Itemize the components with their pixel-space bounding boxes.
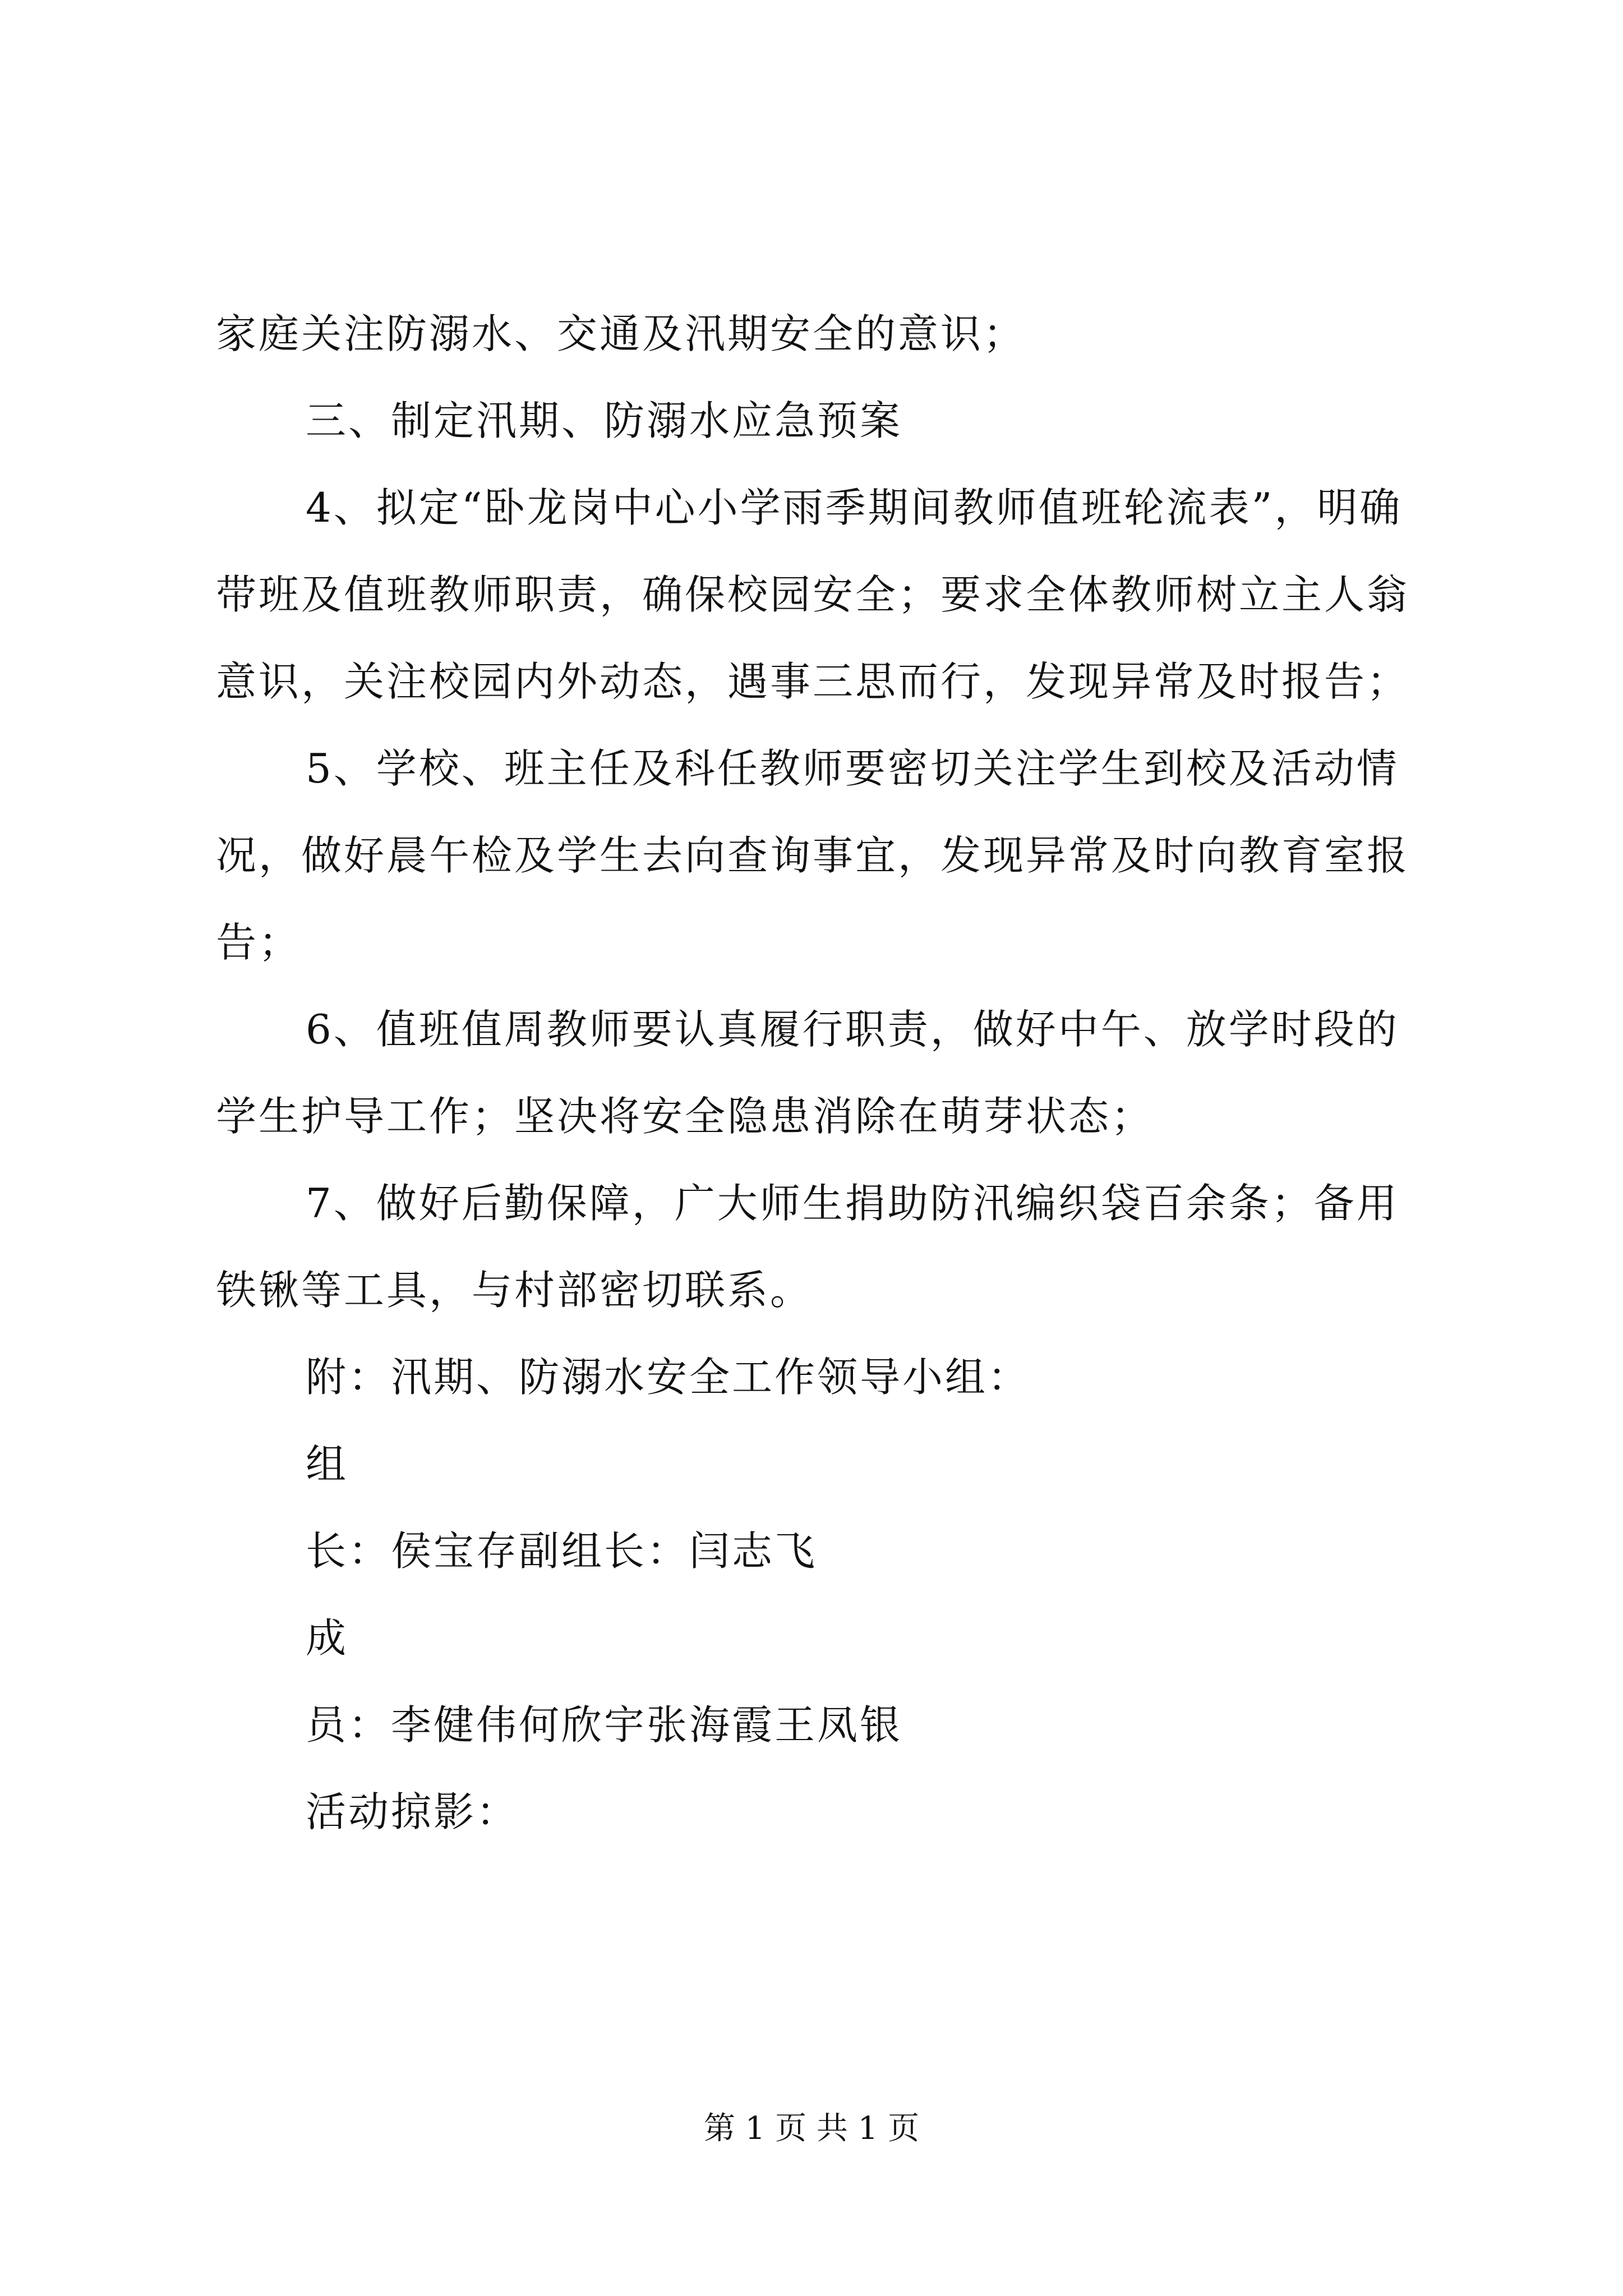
text-line-1: 家庭关注防溺水、交通及汛期安全的意识； — [216, 310, 1026, 357]
text-line-16: 成 — [306, 1614, 349, 1662]
text-line-7: 况，做好晨午检及学生去向查询事宜，发现异常及时向教育室报 — [216, 832, 1410, 879]
text-line-11: 7、做好后勤保障，广大师生捐助防汛编织袋百余条；备用 — [306, 1180, 1399, 1227]
text-line-8: 告； — [216, 919, 302, 966]
page-footer: 第 1 页 共 1 页 — [703, 2110, 920, 2147]
text-line-15: 长：侯宝存副组长：闫志飞 — [306, 1527, 818, 1575]
text-line-17: 员：李健伟何欣宇张海霞王凤银 — [306, 1701, 903, 1749]
text-line-4: 带班及值班教师职责，确保校园安全；要求全体教师树立主人翁 — [216, 571, 1410, 618]
text-line-3: 4、拟定“卧龙岗中心小学雨季期间教师值班轮流表”，明确 — [306, 484, 1403, 531]
text-line-9: 6、值班值周教师要认真履行职责，做好中午、放学时段的 — [306, 1006, 1399, 1053]
text-line-14: 组 — [306, 1441, 349, 1488]
text-line-5: 意识，关注校园内外动态，遇事三思而行，发现异常及时报告； — [216, 658, 1410, 705]
section-heading-3: 三、制定汛期、防溺水应急预案 — [306, 397, 903, 444]
text-line-12: 铁锹等工具，与村部密切联系。 — [216, 1267, 813, 1314]
text-line-13: 附：汛期、防溺水安全工作领导小组： — [306, 1354, 1031, 1401]
text-line-6: 5、学校、班主任及科任教师要密切关注学生到校及活动情 — [306, 745, 1399, 792]
text-line-18: 活动掠影： — [306, 1788, 519, 1835]
text-line-10: 学生护导工作；坚决将安全隐患消除在萌芽状态； — [216, 1093, 1154, 1140]
